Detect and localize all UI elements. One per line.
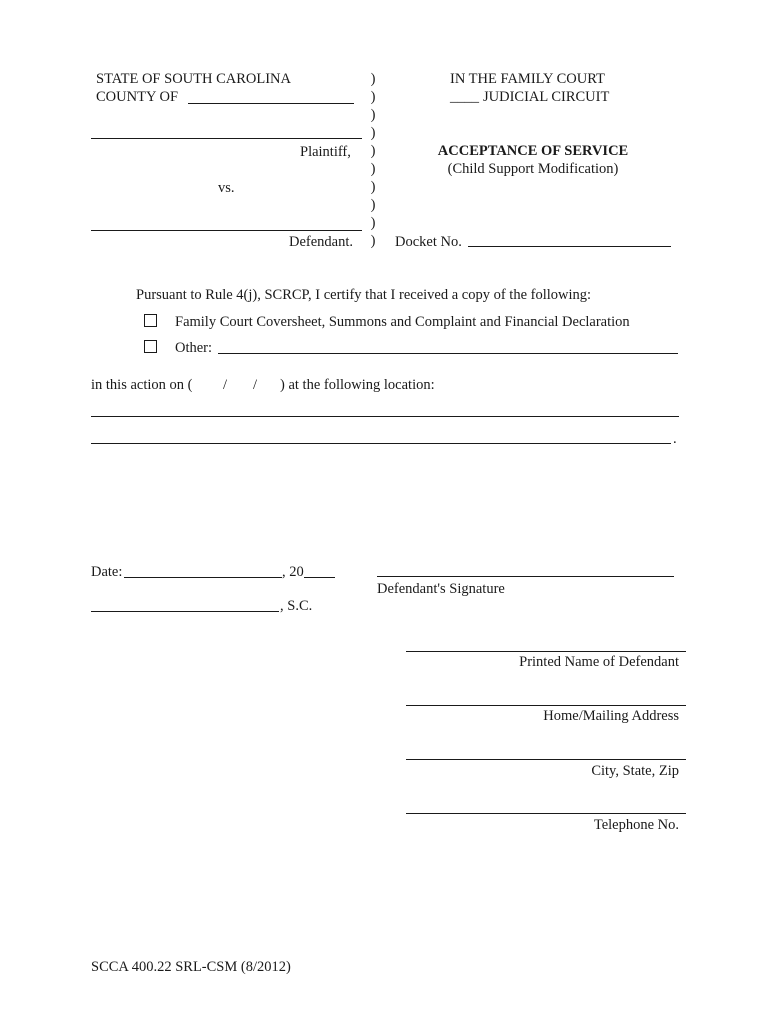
caption-paren: ) bbox=[370, 71, 376, 87]
location-line-1[interactable] bbox=[91, 416, 679, 417]
page-subtitle: (Child Support Modification) bbox=[447, 161, 619, 177]
address-field[interactable] bbox=[406, 705, 686, 706]
action-date-suffix: ) at the following location: bbox=[280, 377, 435, 393]
other-field[interactable] bbox=[218, 353, 678, 354]
plaintiff-name-field[interactable] bbox=[91, 138, 362, 139]
place-field[interactable] bbox=[91, 611, 279, 612]
court-label: IN THE FAMILY COURT bbox=[450, 71, 605, 87]
caption-paren: ) bbox=[370, 233, 376, 249]
defendant-signature-field[interactable] bbox=[377, 576, 674, 577]
defendant-name-field[interactable] bbox=[91, 230, 362, 231]
circuit-blank[interactable]: ____ bbox=[450, 89, 479, 105]
page-title: ACCEPTANCE OF SERVICE bbox=[437, 143, 629, 159]
date-label: Date: bbox=[91, 564, 123, 580]
caption-paren: ) bbox=[370, 89, 376, 105]
caption-paren: ) bbox=[370, 161, 376, 177]
option-other-label: Other: bbox=[175, 340, 213, 356]
option-coversheet-checkbox[interactable] bbox=[144, 314, 157, 327]
date-slash: / bbox=[253, 377, 258, 393]
year-field[interactable] bbox=[304, 577, 335, 578]
vs-label: vs. bbox=[218, 180, 235, 196]
caption-paren: ) bbox=[370, 179, 376, 195]
state-label: STATE OF SOUTH CAROLINA bbox=[96, 71, 291, 87]
docket-label: Docket No. bbox=[395, 234, 462, 250]
option-coversheet-label: Family Court Coversheet, Summons and Complaint and Financial Declaration bbox=[175, 314, 630, 330]
address-label: Home/Mailing Address bbox=[543, 708, 679, 724]
docket-field[interactable] bbox=[468, 246, 671, 247]
caption-paren: ) bbox=[370, 197, 376, 213]
place-suffix: , S.C. bbox=[280, 598, 313, 614]
caption-paren: ) bbox=[370, 107, 376, 123]
date-field[interactable] bbox=[124, 577, 282, 578]
year-prefix: , 20 bbox=[282, 564, 304, 580]
date-slash: / bbox=[223, 377, 228, 393]
caption-paren: ) bbox=[370, 125, 376, 141]
defendant-signature-label: Defendant's Signature bbox=[377, 581, 505, 597]
city-state-zip-label: City, State, Zip bbox=[591, 763, 679, 779]
telephone-field[interactable] bbox=[406, 813, 686, 814]
telephone-label: Telephone No. bbox=[593, 817, 679, 833]
printed-name-label: Printed Name of Defendant bbox=[519, 654, 679, 670]
county-label: COUNTY OF bbox=[96, 89, 179, 105]
form-id: SCCA 400.22 SRL-CSM (8/2012) bbox=[91, 959, 291, 975]
printed-name-field[interactable] bbox=[406, 651, 686, 652]
defendant-label: Defendant. bbox=[289, 234, 354, 250]
option-other-checkbox[interactable] bbox=[144, 340, 157, 353]
county-field[interactable] bbox=[188, 103, 354, 104]
caption-paren: ) bbox=[370, 143, 376, 159]
circuit-label: JUDICIAL CIRCUIT bbox=[483, 89, 610, 105]
location-line-2[interactable] bbox=[91, 443, 671, 444]
city-state-zip-field[interactable] bbox=[406, 759, 686, 760]
caption-paren: ) bbox=[370, 215, 376, 231]
location-period: . bbox=[673, 431, 677, 447]
plaintiff-label: Plaintiff, bbox=[300, 144, 351, 160]
action-date-prefix: in this action on ( bbox=[91, 377, 193, 393]
intro-text: Pursuant to Rule 4(j), SCRCP, I certify that I received a copy of the following: bbox=[136, 287, 592, 303]
